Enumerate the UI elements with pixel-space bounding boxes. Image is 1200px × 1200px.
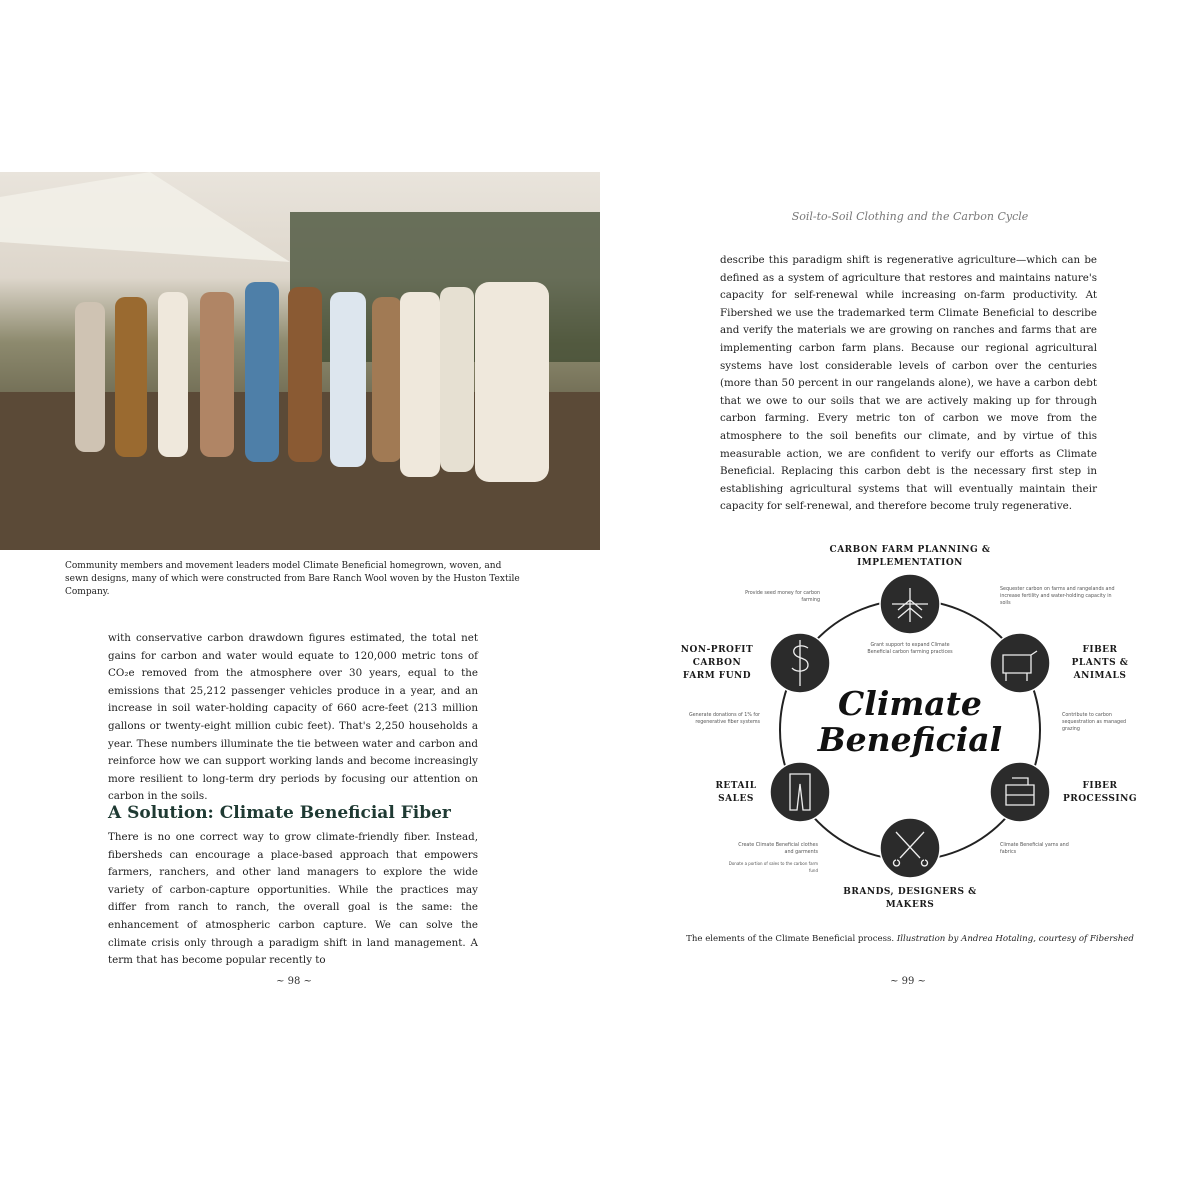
diagram-note: Generate donations of 1% for regenerative fiber systems	[689, 713, 760, 725]
diagram-note: Climate Beneficial yarns and fabrics	[1000, 843, 1069, 855]
node-label: RETAIL SALES	[715, 781, 757, 804]
running-head: Soil-to-Soil Clothing and the Carbon Cycle	[791, 210, 1029, 223]
title-line: Climate	[838, 684, 982, 723]
diagram-note: Donate a portion of sales to the carbon farm fund	[728, 861, 818, 873]
caption-text: The elements of the Climate Beneficial process.	[686, 934, 895, 944]
diagram-note: Grant support to expand Climate Beneficial carbon farming practices	[867, 643, 953, 655]
node-circle	[990, 762, 1050, 822]
photo-illustration	[0, 172, 600, 550]
diagram-note: Contribute to carbon sequestration as managed grazing	[1062, 713, 1127, 732]
diagram-title	[790, 686, 1030, 758]
body-paragraph: with conservative carbon drawdown figures estimated, the total net gains for carbon and water would equate to 120,000 metric tons of CO₂e removed from the atmosphere over 30 years, equal to the emissions that 25,212 passenger vehicles produce in a year, and an increase in soil water-holding capacity of 660 acre-feet (213 million gallons or twenty-eight million cubic feet). That's 2,250 households a year. These numbers illuminate the tie between water and carbon and reinforce how we can support working lands and become increasingly more resilient to long-term dry periods by focusing our attention on carbon in the soils.	[108, 632, 478, 803]
node-label: BRANDS, DESIGNERS & MAKERS	[843, 887, 977, 910]
page-number: ~ 98 ~	[276, 976, 312, 987]
body-paragraph: There is no one correct way to grow climate-friendly fiber. Instead, fibersheds can encourage a place-based approach that empowers farmers, ranchers, and other land managers to explore the wide variety of carbon-capture opportunities. While the practices may differ from ranch to ranch, the overall goal is the same: the enhancement of atmospheric carbon capture. We can solve the climate crisis only through a paradigm shift in land management. A term that has become popular recently to	[108, 831, 478, 967]
node-label: FIBER PROCESSING	[1062, 781, 1138, 804]
title-line: Beneficial	[817, 720, 1003, 759]
photo-caption: Community members and movement leaders model Climate Beneficial homegrown, woven, and sewn designs, many of which were constructed from Bare Ranch Wool woven by the Huston Textile Company.	[65, 561, 520, 597]
climate-beneficial-diagram	[670, 540, 1150, 920]
section-heading: A Solution: Climate Beneficial Fiber	[108, 803, 451, 823]
node-circle	[990, 633, 1050, 693]
node-label: CARBON FARM PLANNING & IMPLEMENTATION	[829, 545, 991, 568]
group-photo	[0, 172, 600, 550]
diagram-note: Create Climate Beneficial clothes and garments	[738, 843, 818, 855]
caption-credit: Illustration by Andrea Hotaling, courtesy of Fibershed	[896, 934, 1134, 944]
page-number: ~ 99 ~	[890, 976, 926, 987]
diagram-note: Provide seed money for carbon farming	[745, 591, 820, 603]
node-label: FIBER PLANTS & ANIMALS	[1071, 645, 1129, 681]
diagram-note: Sequester carbon on farms and rangelands and increase fertility and water-holding capacity in soils	[1000, 587, 1115, 606]
node-label: NON-PROFIT CARBON FARM FUND	[680, 645, 754, 681]
body-paragraph: describe this paradigm shift is regenerative agriculture—which can be defined as a system of agriculture that restores and maintains nature's capacity for self-renewal while increasing on-farm productivity. At Fibershed we use the trademarked term Climate Beneficial to describe and verify the materials we are growing on ranches and farms that are implementing carbon farm plans. Because our regional agricultural systems have lost considerable levels of carbon over the centuries (more than 50 percent in our rangelands alone), we have a carbon debt that we owe to our soils that we are actively making up for through carbon farming. Every metric ton of carbon we move from the atmosphere to the soil benefits our climate, and by virtue of this measurable action, we are confident to verify our efforts as Climate Beneficial. Replacing this carbon debt is the necessary first step in establishing agricultural systems that will eventually maintain their capacity for self-renewal, and therefore become truly regenerative.	[720, 254, 1097, 513]
node-circle	[770, 762, 830, 822]
diagram-caption	[680, 934, 1140, 944]
